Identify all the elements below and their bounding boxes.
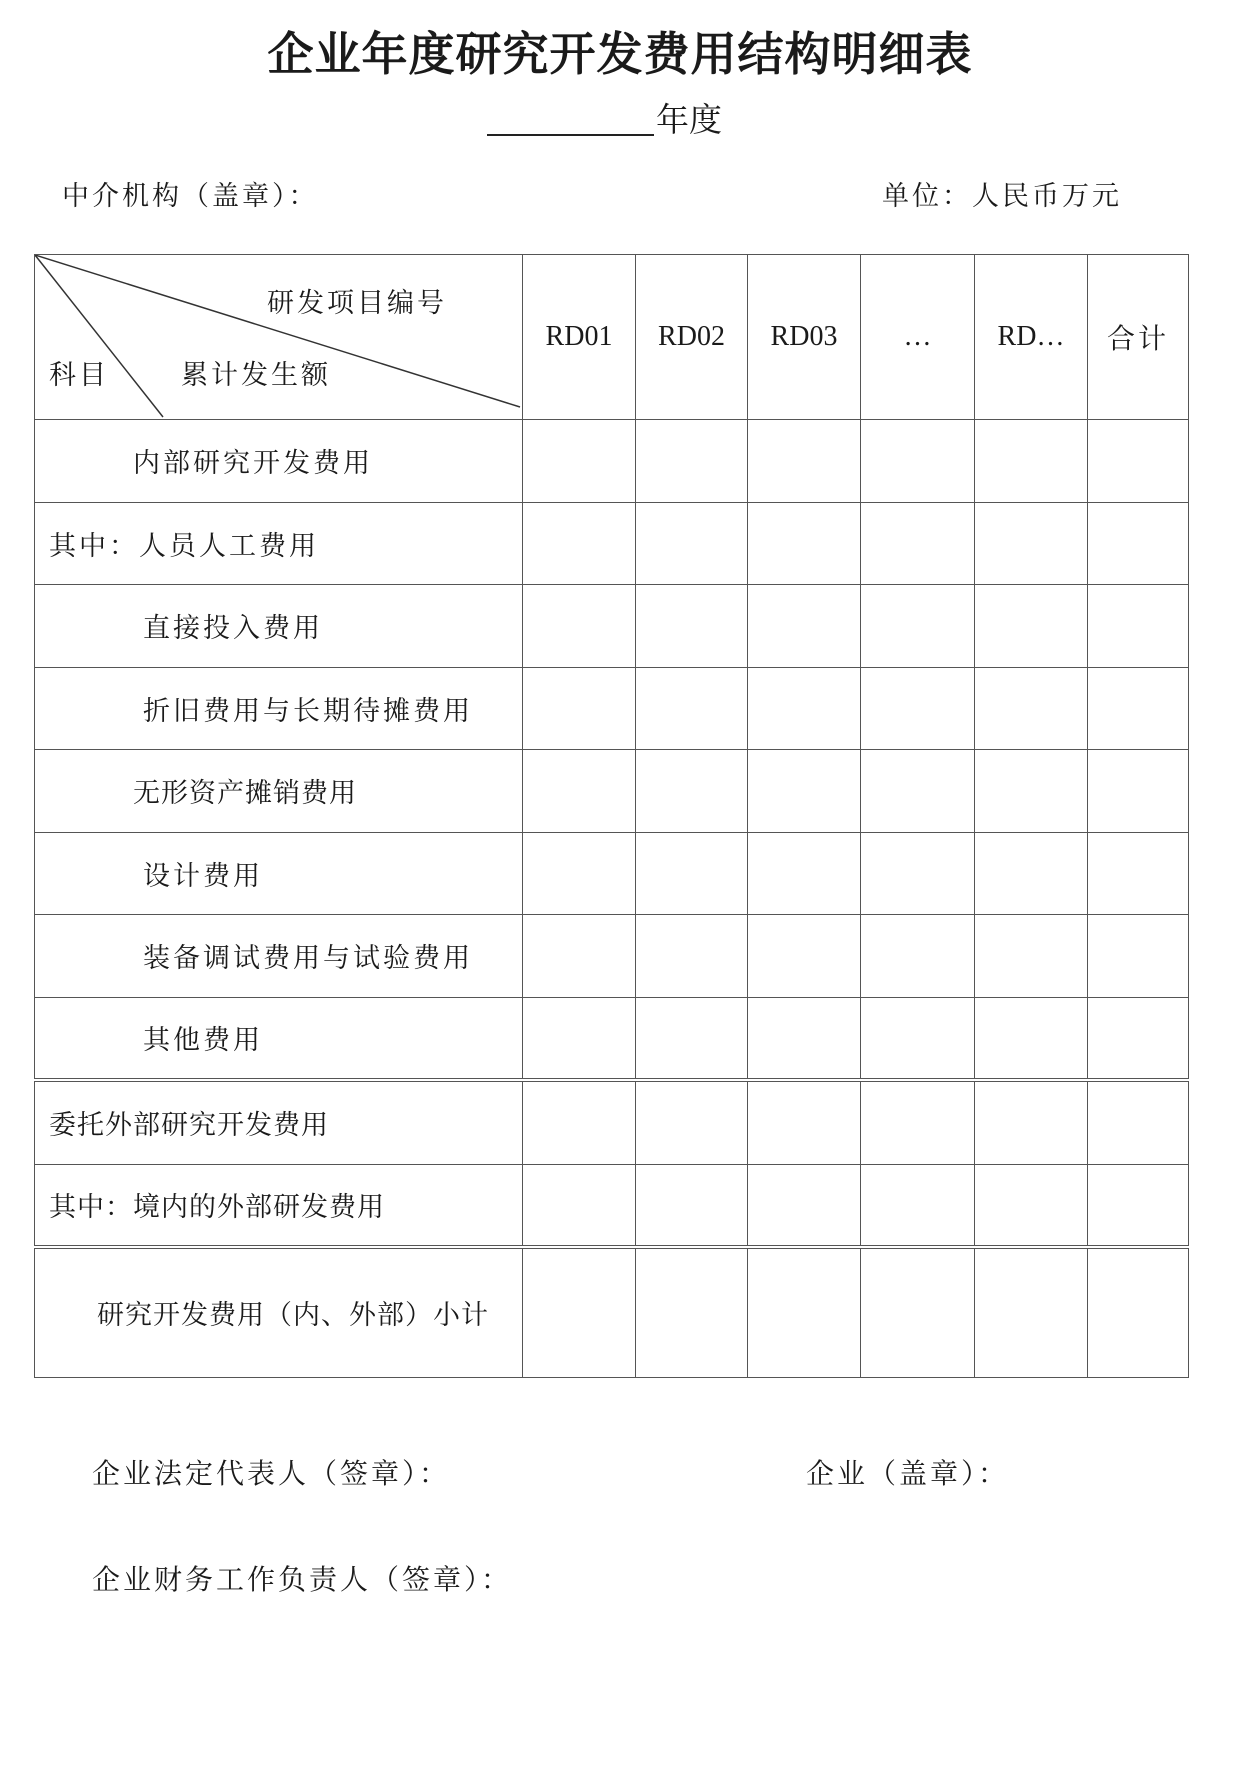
data-cell[interactable] [1088, 1247, 1189, 1378]
table-row [35, 832, 1189, 915]
data-cell[interactable] [861, 750, 975, 833]
data-cell[interactable] [1088, 1080, 1189, 1165]
data-cell[interactable] [1088, 1164, 1189, 1247]
year-label: 年度 [656, 100, 722, 139]
table-row [35, 750, 1189, 833]
project-number-header: 研发项目编号 [267, 288, 447, 319]
data-cell[interactable] [748, 750, 861, 833]
table-header-row [35, 255, 1189, 420]
data-cell[interactable] [975, 420, 1088, 503]
data-cell[interactable] [523, 915, 636, 998]
subject-header: 科目 [49, 360, 109, 391]
data-cell[interactable] [975, 1247, 1088, 1378]
data-cell[interactable] [748, 502, 861, 585]
data-cell[interactable] [748, 915, 861, 998]
data-cell[interactable] [636, 1164, 748, 1247]
row-label: 其中：境内的外部研发费用 [35, 1164, 523, 1247]
row-label: 其他费用 [35, 997, 523, 1080]
data-cell[interactable] [1088, 585, 1189, 668]
row-label: 内部研究开发费用 [35, 420, 523, 503]
table-row [35, 420, 1189, 503]
row-label: 其中：人员人工费用 [35, 502, 523, 585]
data-cell[interactable] [748, 667, 861, 750]
column-header: RD03 [748, 255, 861, 420]
data-cell[interactable] [748, 1247, 861, 1378]
data-cell[interactable] [861, 997, 975, 1080]
data-cell[interactable] [975, 585, 1088, 668]
data-cell[interactable] [636, 1080, 748, 1165]
data-cell[interactable] [523, 667, 636, 750]
data-cell[interactable] [975, 915, 1088, 998]
data-cell[interactable] [523, 420, 636, 503]
data-cell[interactable] [975, 502, 1088, 585]
data-cell[interactable] [523, 585, 636, 668]
table-row [35, 997, 1189, 1080]
column-header: RD… [975, 255, 1088, 420]
data-cell[interactable] [1088, 420, 1189, 503]
table-row [35, 502, 1189, 585]
data-cell[interactable] [748, 420, 861, 503]
data-cell[interactable] [523, 502, 636, 585]
data-cell[interactable] [861, 1080, 975, 1165]
data-cell[interactable] [636, 502, 748, 585]
unit-label: 单位：人民币万元 [882, 181, 1122, 212]
row-label: 无形资产摊销费用 [35, 750, 523, 833]
row-label: 装备调试费用与试验费用 [35, 915, 523, 998]
data-cell[interactable] [523, 1164, 636, 1247]
data-cell[interactable] [636, 832, 748, 915]
data-cell[interactable] [975, 750, 1088, 833]
data-cell[interactable] [523, 750, 636, 833]
data-cell[interactable] [975, 997, 1088, 1080]
data-cell[interactable] [636, 997, 748, 1080]
data-cell[interactable] [523, 997, 636, 1080]
data-cell[interactable] [1088, 502, 1189, 585]
data-cell[interactable] [523, 832, 636, 915]
data-cell[interactable] [861, 420, 975, 503]
data-cell[interactable] [975, 1164, 1088, 1247]
data-cell[interactable] [748, 997, 861, 1080]
data-cell[interactable] [636, 915, 748, 998]
row-label: 直接投入费用 [35, 585, 523, 668]
table-row [35, 667, 1189, 750]
data-cell[interactable] [861, 1247, 975, 1378]
data-cell[interactable] [1088, 915, 1189, 998]
row-label: 委托外部研究开发费用 [35, 1080, 523, 1165]
data-cell[interactable] [1088, 667, 1189, 750]
data-cell[interactable] [523, 1080, 636, 1165]
column-header: 合计 [1088, 255, 1189, 420]
data-cell[interactable] [748, 585, 861, 668]
company-seal-label: 企业（盖章）： [806, 1457, 1010, 1490]
column-header: … [861, 255, 975, 420]
table-row [35, 1247, 1189, 1378]
row-label: 研究开发费用（内、外部）小计 [35, 1247, 523, 1378]
data-cell[interactable] [636, 420, 748, 503]
row-label: 折旧费用与长期待摊费用 [35, 667, 523, 750]
data-cell[interactable] [975, 832, 1088, 915]
data-cell[interactable] [861, 915, 975, 998]
cumulative-amount-header: 累计发生额 [181, 360, 331, 391]
data-cell[interactable] [636, 667, 748, 750]
data-cell[interactable] [636, 750, 748, 833]
data-cell[interactable] [975, 1080, 1088, 1165]
row-label: 设计费用 [35, 832, 523, 915]
column-header: RD01 [523, 255, 636, 420]
data-cell[interactable] [861, 832, 975, 915]
data-cell[interactable] [861, 502, 975, 585]
legal-rep-signature-label: 企业法定代表人（签章）： [92, 1457, 451, 1490]
diagonal-lines [35, 255, 523, 419]
finance-head-signature-label: 企业财务工作负责人（签章）： [92, 1563, 513, 1596]
column-header: RD02 [636, 255, 748, 420]
data-cell[interactable] [636, 585, 748, 668]
data-cell[interactable] [1088, 832, 1189, 915]
data-cell[interactable] [748, 1080, 861, 1165]
page-title: 企业年度研究开发费用结构明细表 [267, 27, 973, 81]
data-cell[interactable] [1088, 997, 1189, 1080]
data-cell[interactable] [748, 832, 861, 915]
data-cell[interactable] [861, 585, 975, 668]
table-row [35, 585, 1189, 668]
data-cell[interactable] [636, 1247, 748, 1378]
diagonal-header-cell [35, 255, 523, 420]
data-cell[interactable] [1088, 750, 1189, 833]
data-cell[interactable] [523, 1247, 636, 1378]
table-row [35, 915, 1189, 998]
data-cell[interactable] [861, 667, 975, 750]
year-blank-line[interactable] [487, 104, 654, 136]
data-cell[interactable] [748, 1164, 861, 1247]
table-row [35, 1080, 1189, 1165]
table-row [35, 1164, 1189, 1247]
data-cell[interactable] [861, 1164, 975, 1247]
expense-table [34, 254, 1188, 1378]
agency-label: 中介机构（盖章）： [62, 181, 319, 212]
data-cell[interactable] [975, 667, 1088, 750]
